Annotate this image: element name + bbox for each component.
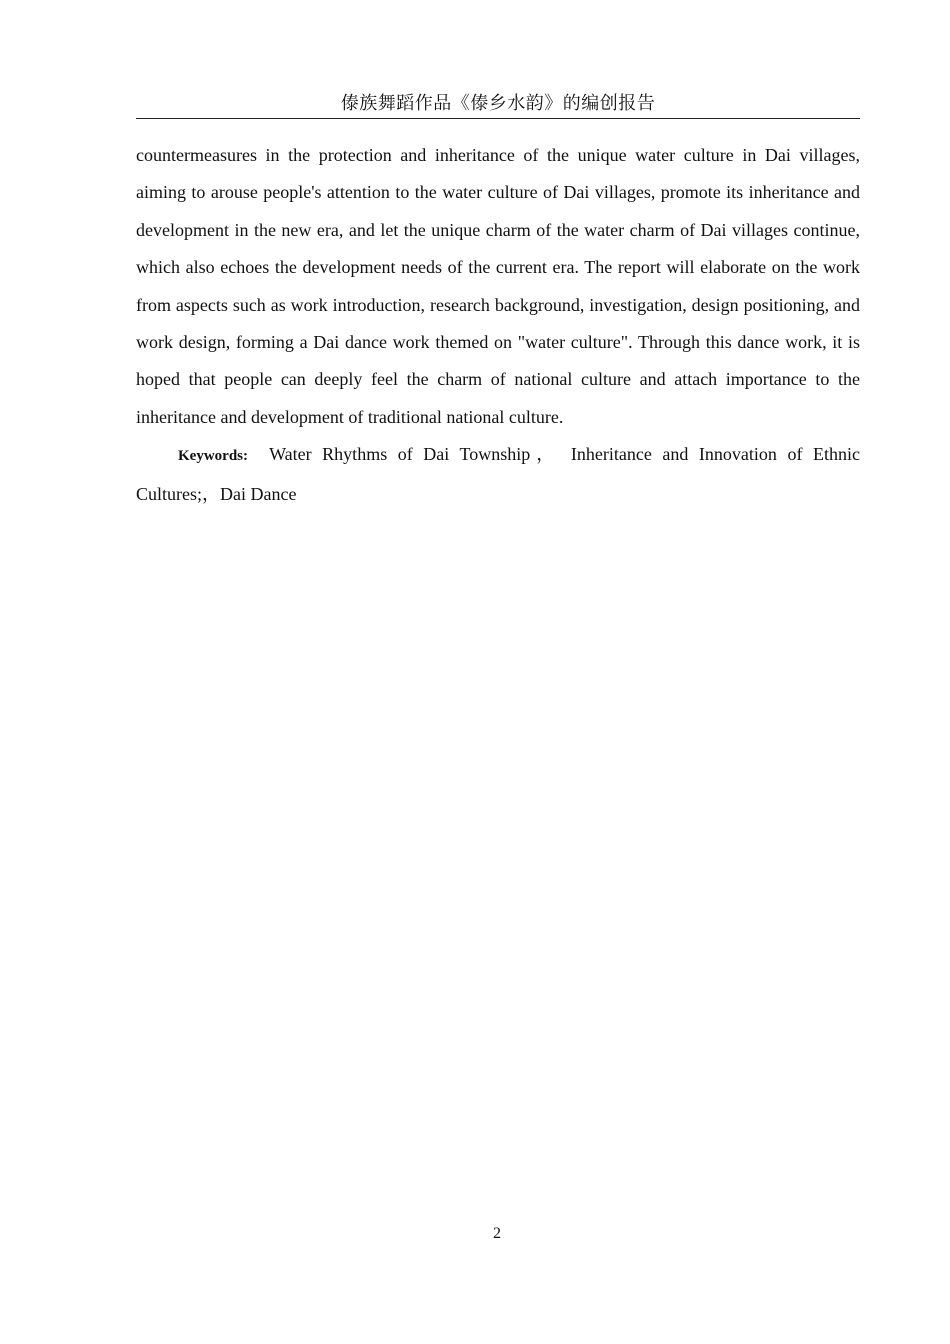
document-body: [136, 137, 860, 513]
running-header-title: 傣族舞蹈作品《傣乡水韵》的编创报告: [340, 93, 656, 114]
running-header: [136, 92, 860, 116]
page-number: 2: [493, 1225, 501, 1242]
abstract-paragraph: countermeasures in the protection and inheritance of the unique water culture in Dai villages, aiming to arouse people's attention to the water culture of Dai villages, promote its inheritance and development in the new era, and let the unique charm of the water charm of Dai villages continue, which also echoes the development needs of the current era. The report will elaborate on the work from aspects such as work introduction, research background, investigation, design positioning, and work design, forming a Dai dance work themed on "water culture". Through this dance work, it is hoped that people can deeply feel the charm of national culture and attach importance to the inheritance and development of traditional national culture.: [136, 145, 860, 427]
header-divider: [136, 118, 860, 119]
keywords-label: Keywords:: [178, 448, 248, 465]
keywords-paragraph: [136, 436, 860, 513]
keywords-text: Water Rhythms of Dai Township， Inheritance and Innovation of Ethnic Cultures;，Dai Dance: [136, 444, 861, 504]
